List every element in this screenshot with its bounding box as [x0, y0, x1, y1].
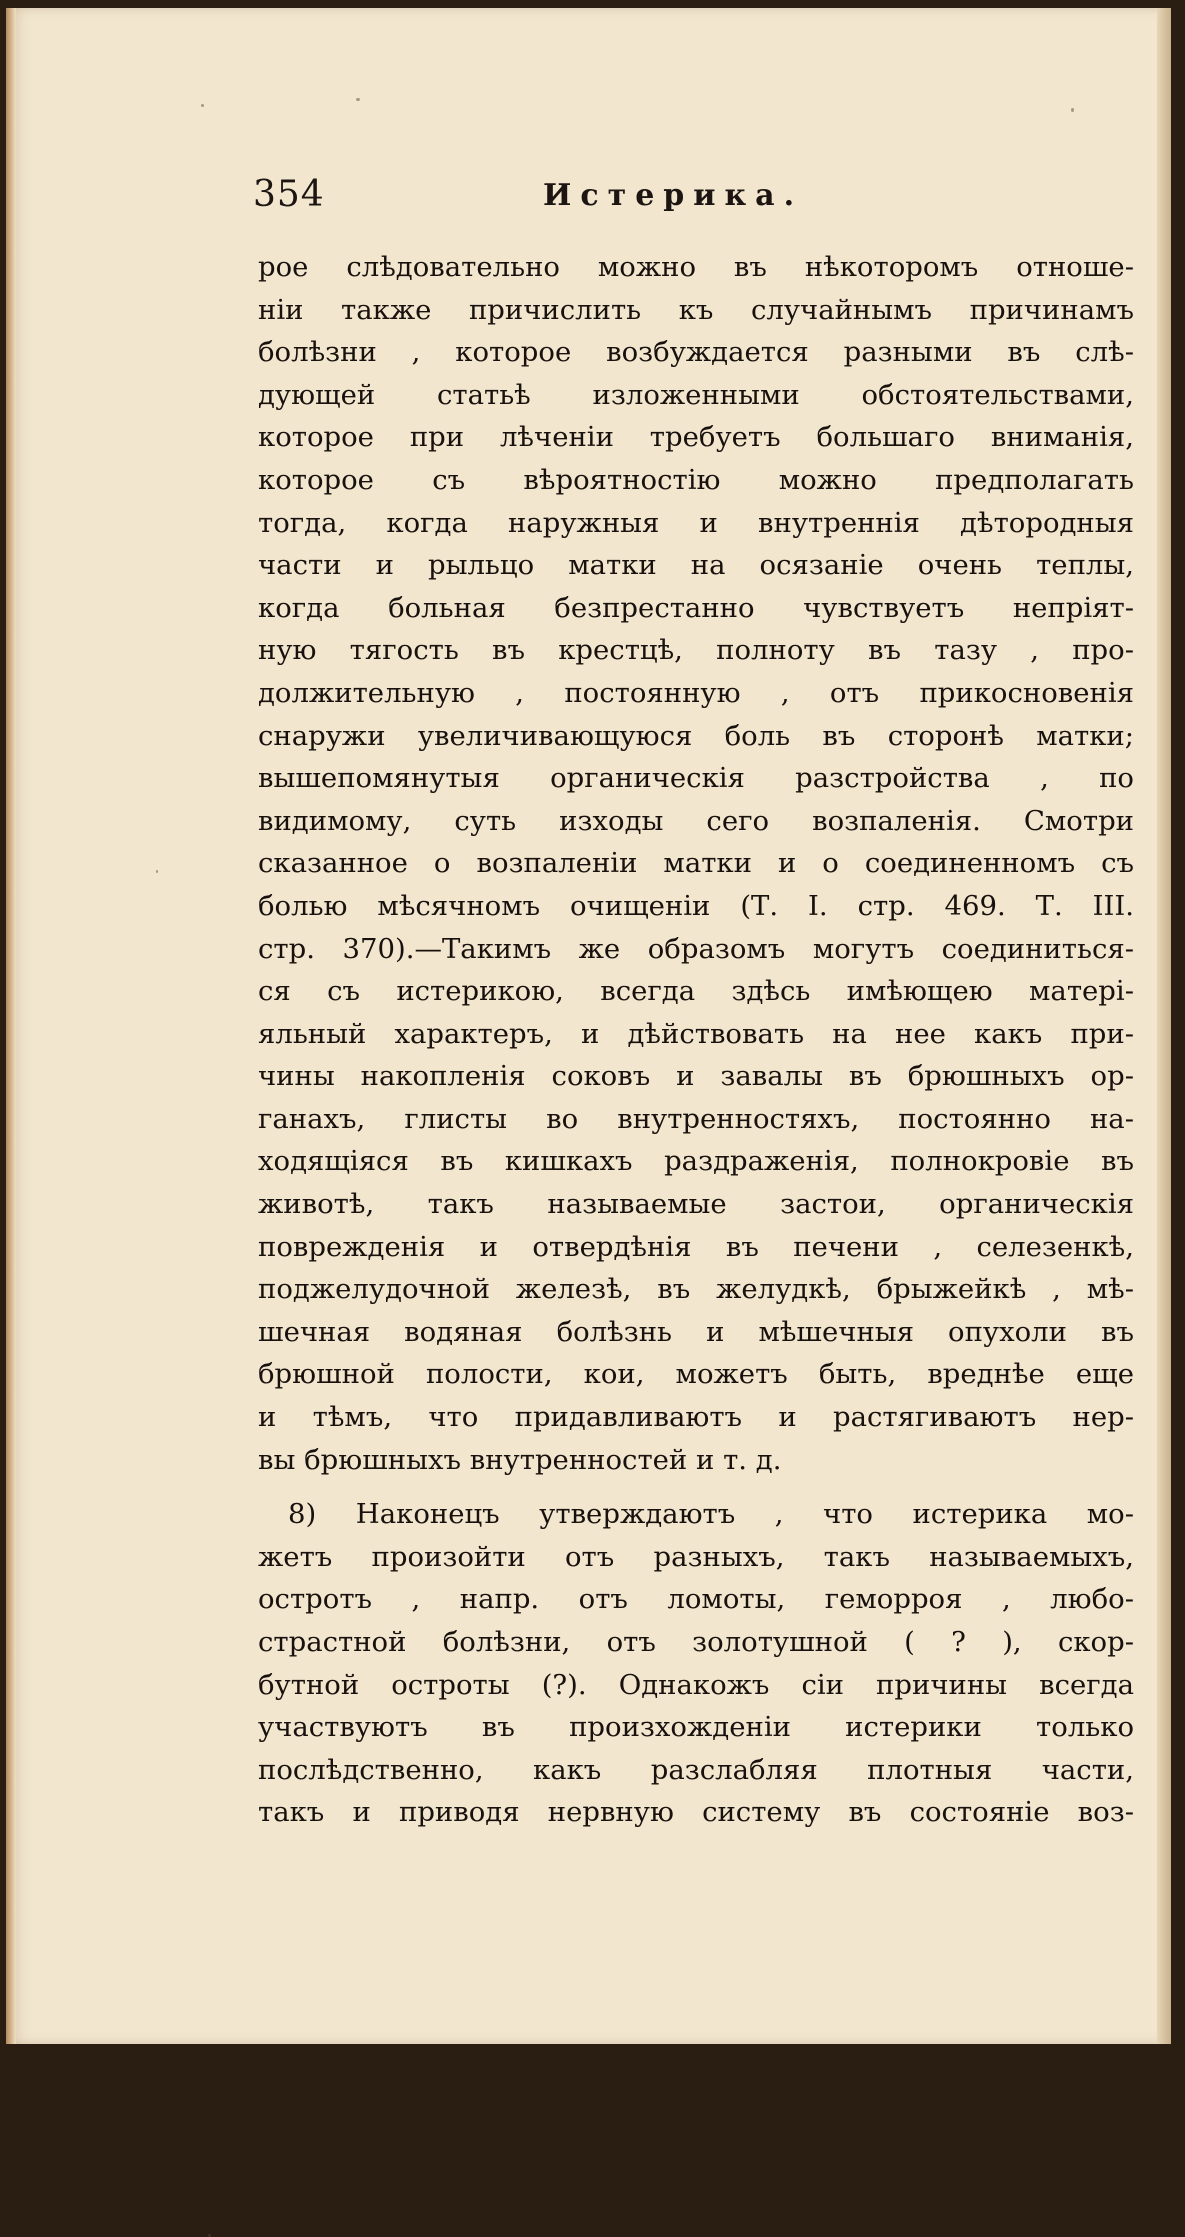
text-line: ганахъ, глисты во внутренностяхъ, постоянно на-	[258, 1102, 1134, 1135]
paper-speck	[356, 98, 360, 101]
body-text	[258, 246, 1134, 1834]
page-header	[253, 174, 853, 224]
page-number: 354	[253, 174, 325, 215]
page-outer-edge	[1157, 8, 1171, 2044]
running-head: Истерика.	[543, 178, 804, 213]
text-line: поджелудочной железѣ, въ желудкѣ, брыжейкѣ , мѣ-	[258, 1273, 1134, 1306]
text-line: ную тягость въ крестцѣ, полноту въ тазу , про-	[258, 634, 1134, 667]
text-line: чины накопленiя соковъ и завалы въ брюшныхъ ор-	[258, 1060, 1134, 1093]
text-line: и тѣмъ, что придавливаютъ и растягиваютъ нер-	[258, 1401, 1134, 1434]
text-line: видимому, суть изходы сего возпаленiя. Смотри	[258, 804, 1134, 837]
paper-speck	[156, 870, 158, 873]
paragraph-2	[258, 1493, 1134, 1834]
text-line: ся съ истерикою, всегда здѣсь имѣющею матерi-	[258, 975, 1134, 1008]
text-line: остротъ , напр. отъ ломоты, геморроя , любо-	[258, 1583, 1134, 1616]
text-line: тогда, когда наружныя и внутреннiя дѣтородныя	[258, 506, 1134, 539]
text-line: 8) Наконецъ утверждаютъ , что истерика мо-	[288, 1498, 1134, 1531]
text-line: страстной болѣзни, отъ золотушной ( ? ), скор-	[258, 1626, 1134, 1658]
text-line: когда больная безпрестанно чувствуетъ непрiят-	[258, 591, 1134, 624]
paragraph-1	[258, 246, 1134, 1481]
page-binding-edge	[6, 8, 16, 2044]
book-page	[6, 8, 1171, 2044]
text-line: жетъ произойти отъ разныхъ, такъ называемыхъ,	[258, 1540, 1134, 1573]
text-line: болѣзни , которое возбуждается разными въ слѣ-	[258, 336, 1134, 369]
text-line: дующей статьѣ изложенными обстоятельствами,	[258, 378, 1134, 411]
text-line: сказанное о возпаленiи матки и о соединенномъ съ	[258, 847, 1134, 880]
text-line: животѣ, такъ называемые застои, органическiя	[258, 1188, 1134, 1221]
text-line: поврежденiя и отвердѣнiя въ печени , селезенкѣ,	[258, 1230, 1134, 1263]
text-line: вы брюшныхъ внутренностей и т. д.	[258, 1443, 782, 1476]
paper-speck	[201, 104, 204, 107]
text-line: должительную , постоянную , отъ прикосновенiя	[258, 676, 1134, 709]
text-line: бутной остроты (?). Однакожъ сiи причины всегда	[258, 1668, 1134, 1701]
text-line: болью мѣсячномъ очищенiи (Т. I. стр. 469. Т. III.	[258, 889, 1134, 922]
text-line: вышепомянутыя органическiя разстройства , по	[258, 762, 1134, 795]
paper-speck	[1071, 108, 1074, 112]
text-line: которое при лѣченiи требуетъ большаго вниманiя,	[258, 421, 1134, 454]
text-line: шечная водяная болѣзнь и мѣшечныя опухоли въ	[258, 1315, 1134, 1348]
text-line: которое съ вѣроятностiю можно предполагать	[258, 463, 1134, 496]
text-line: рое слѣдовательно можно въ нѣкоторомъ отноше-	[258, 251, 1134, 283]
text-line: снаружи увеличивающуюся боль въ сторонѣ матки;	[258, 719, 1134, 752]
text-line: послѣдственно, какъ разслабляя плотныя части,	[258, 1753, 1134, 1786]
text-line: ходящiяся въ кишкахъ раздраженiя, полнокровiе въ	[258, 1145, 1134, 1178]
text-line: брюшной полости, кои, можетъ быть, вреднѣе еще	[258, 1358, 1134, 1391]
text-line: яльный характеръ, и дѣйствовать на нее какъ при-	[258, 1017, 1134, 1050]
text-line: стр. 370).—Такимъ же образомъ могутъ соединиться-	[258, 932, 1134, 965]
text-line: участвуютъ въ произхожденiи истерики только	[258, 1711, 1134, 1744]
text-line: части и рыльцо матки на осязанiе очень теплы,	[258, 549, 1134, 582]
text-line: нiи также причислить къ случайнымъ причинамъ	[258, 293, 1134, 326]
paragraph-gap	[258, 1481, 1134, 1493]
text-line: такъ и приводя нервную систему въ состоянiе воз-	[258, 1796, 1134, 1829]
